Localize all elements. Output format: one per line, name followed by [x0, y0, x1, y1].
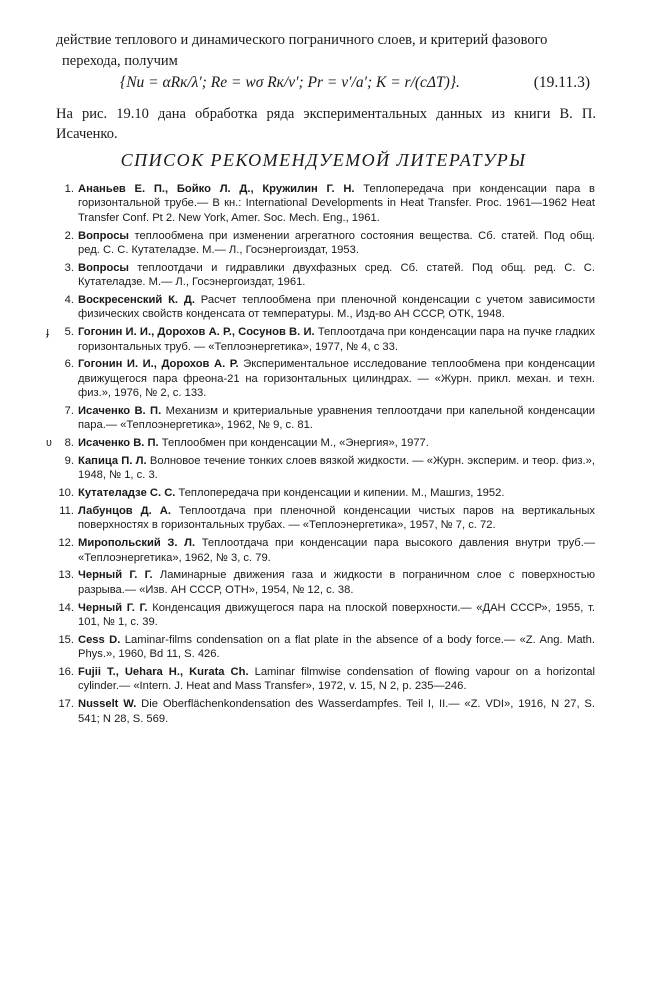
reference-text: Теплоотдача при пленочной конденсации чистых паров на вертикальных поверхностях в горизонтальных трубах. — «Теплоэнергетика», 1957, № 7, с. 72. [78, 505, 595, 532]
reference-item [46, 436, 595, 450]
equation-number: (19.11.3) [533, 74, 590, 91]
intro-paragraph [56, 30, 596, 72]
section-title: СПИСОК РЕКОМЕНДУЕМОЙ ЛИТЕРАТУРЫ [120, 150, 527, 170]
reference-text: Теплопередача при конденсации пара в горизонтальной трубе.— В кн.: International Developments in Heat Transfer. Proc. 1961—1962 Heat Transfer Conf. Pt 2. New York, Amer. Soc. Mech. Eng., 1961. [78, 183, 595, 224]
reference-authors: Воскресенский К. Д. [78, 294, 195, 307]
reference-text: Die Oberflächenkondensation des Wasserdampfes. Teil I, II.— «Z. VDI», 1916, N 27, S. 541; N 28, S. 569. [78, 698, 595, 725]
reference-item [50, 633, 595, 662]
reference-text: Теплопередача при конденсации и кипении. М., Машгиз, 1952. [175, 487, 505, 500]
reference-item [50, 601, 595, 630]
reference-item [50, 229, 595, 258]
reference-number: 16. [58, 666, 74, 679]
reference-item [50, 504, 595, 533]
reference-authors: Капица П. Л. [78, 455, 147, 468]
reference-number: 12. [58, 537, 74, 550]
reference-authors: Ананьев Е. П., Бойко Л. Д., Кружилин Г. Н. [78, 183, 355, 195]
margin-mark: ʋ [46, 437, 53, 450]
reference-item [46, 325, 595, 354]
reference-text: Механизм и критериальные уравнения теплоотдачи при капельной конденсации пара.— «Теплоэнергетика», 1962, № 9, с. 81. [78, 405, 595, 432]
reference-item [50, 536, 595, 565]
reference-number: 11. [59, 505, 74, 518]
reference-number: 6. [64, 358, 74, 371]
reference-text: Теплообмен при конденсации М., «Энергия», 1977. [158, 437, 429, 450]
reference-number: 7. [64, 405, 74, 418]
reference-item [50, 665, 595, 694]
intro-line-2: перехода, получим [62, 53, 178, 69]
reference-authors: Nusselt W. [78, 698, 137, 711]
reference-text: Ламинарные движения газа и жидкости в пограничном слое с поверхностью разрыва.— «Изв. АН СССР, ОТН», 1954, № 12, с. 38. [78, 569, 595, 596]
reference-item [50, 697, 595, 726]
reference-text: Теплоотдача при конденсации пара высокого давления внутри труб.— «Теплоэнергетика», 1962, № 3, с. 79. [78, 537, 596, 564]
reference-text: теплообмена при изменении агрегатного состояния вещества. Сб. статей. Под общ. ред. С. С. Кутателадзе. М.— Л., Госэнергоиздат, 1953. [78, 229, 595, 257]
reference-item [50, 261, 595, 290]
reference-text: Теплоотдача при конденсации пара на пучке гладких горизонтальных труб. — «Теплоэнергетика», 1977, № 4, с 33. [78, 326, 595, 353]
reference-text: Конденсация движущегося пара на плоской поверхности.— «ДАН СССР», 1955, т. 101, № 1, с. 39. [78, 601, 595, 629]
reference-authors: Черный Г. Г. [78, 569, 153, 582]
reference-number: 1. [64, 183, 74, 195]
reference-number: 8. [64, 437, 74, 450]
reference-item [50, 486, 595, 500]
reference-authors: Черный Г. Г. [78, 601, 148, 614]
reference-number: 9. [64, 455, 74, 468]
reference-number: 3. [64, 261, 74, 274]
equation-19-11-3 [120, 74, 590, 92]
reference-number: 2. [64, 229, 74, 242]
margin-mark: ɟ [46, 326, 50, 339]
reference-text: Расчет теплообмена при пленочной конденсации с учетом зависимости физических свойств конденсата от температуры. М., Изд-во АН СССР, ОТК, 1948. [78, 294, 595, 321]
reference-number: 13. [58, 569, 74, 582]
reference-text: Laminar filmwise condensation of flowing vapour on a horizontal cylinder.— «Intern. J. Heat and Mass Transfer», 1972, v. 15, N 2, p. 235—246. [78, 666, 596, 693]
reference-authors: Fujii T., Uehara H., Kurata Ch. [78, 666, 249, 679]
intro-line-1: действие теплового и динамического пограничного слоев, и критерий фазового [56, 32, 548, 48]
reference-authors: Cess D. [78, 633, 121, 646]
reference-item [50, 293, 595, 322]
reference-number: 10. [58, 487, 74, 500]
reference-number: 5. [64, 326, 74, 339]
reference-item [50, 357, 595, 400]
reference-authors: Исаченко В. П. [78, 437, 159, 450]
reference-text: теплоотдачи и гидравлики двухфазных сред. Сб. статей. Под общ. ред. С. С. Кутателадзе. М.— Л., Госэнергоиздат, 1961. [78, 261, 595, 289]
reference-authors: Вопросы [78, 229, 129, 242]
reference-item [50, 568, 595, 597]
reference-item [50, 182, 595, 225]
reference-authors: Кутателадзе С. С. [78, 487, 176, 500]
reference-number: 14. [58, 601, 74, 614]
reference-number: 15. [58, 633, 74, 646]
reference-authors: Гогонин И. И., Дорохов А. Р., Сосунов В. И. [78, 326, 315, 339]
equation-text: {Nu = αRк/λ′; Re = wσ Rк/ν′; Pr = ν′/a′; K = r/(cΔT)}. [120, 74, 460, 91]
reference-authors: Лабунцов Д. А. [78, 505, 171, 518]
reference-list [46, 182, 596, 729]
reference-text: Волновое течение тонких слоев вязкой жидкости. — «Журн. эксперим. и теор. физ.», 1948, № 1, с. 3. [78, 455, 595, 482]
reference-item [50, 404, 595, 433]
reference-item [50, 454, 595, 483]
reference-text: Экспериментальное исследование теплообмена при конденсации движущегося пара фреона-21 на горизонтальных цилиндрах. — «Журн. прикл. механ. и техн. физ.», 1976, № 2, с. 133. [78, 358, 595, 400]
reference-authors: Миропольский З. Л. [78, 537, 196, 550]
reference-authors: Исаченко В. П. [78, 405, 162, 418]
figure-note: На рис. 19.10 дана обработка ряда экспериментальных данных из книги В. П. Исаченко. [56, 106, 596, 142]
reference-authors: Гогонин И. И., Дорохов А. Р. [78, 358, 239, 371]
reference-number: 4. [64, 294, 74, 307]
reference-number: 17. [58, 698, 74, 711]
reference-text: Laminar-films condensation on a flat plate in the absence of a body force.— «Z. Ang. Math. Phys.», 1960, Bd 11, S. 426. [78, 633, 595, 661]
reference-authors: Вопросы [78, 261, 129, 274]
